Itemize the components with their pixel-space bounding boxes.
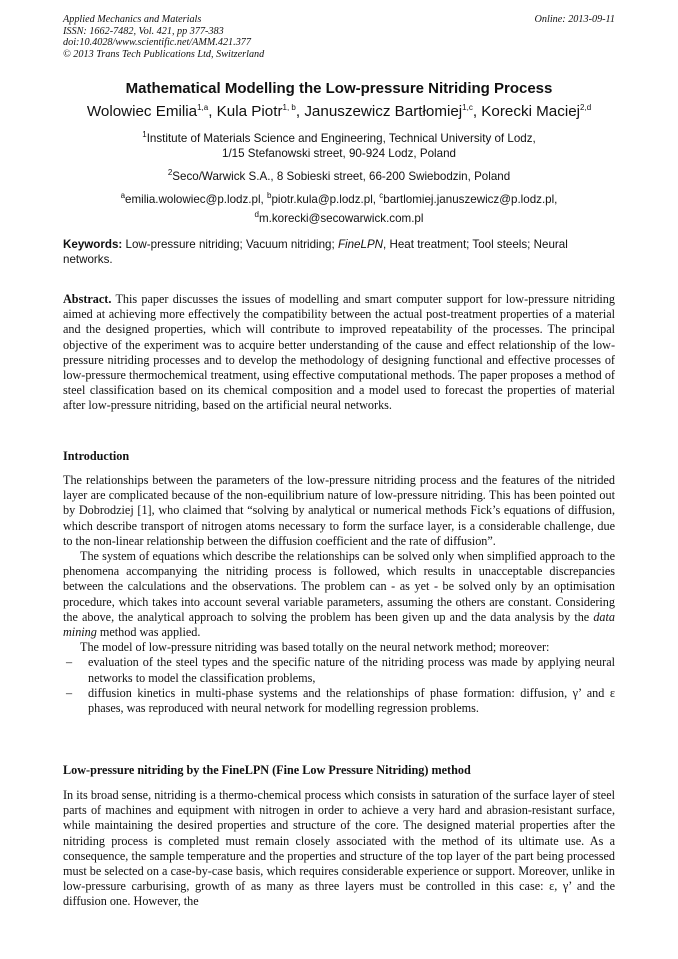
author-sup: 1,c <box>462 103 473 112</box>
paper-title: Mathematical Modelling the Low-pressure Nitriding Process <box>125 80 553 97</box>
introduction-body <box>63 473 615 716</box>
section-heading-introduction: Introduction <box>63 449 130 463</box>
section-heading-finelpn: Low-pressure nitriding by the FineLPN (Fine Low Pressure Nitriding) method <box>63 763 471 777</box>
email-link[interactable]: piotr.kula@p.lodz.pl, <box>271 192 377 206</box>
author-list: Wolowiec Emilia$^{1,a}$, Kula Piotr$^{1, b}$, Januszewicz Bartłomiej$^{1,c}$, Korecki Maciej$^{2,d}$ <box>86 103 592 121</box>
issn-line: ISSN: 1662-7482, Vol. 421, pp 377-383 <box>63 25 224 37</box>
affiliation-text: 1/15 Stefanowski street, 90-924 Lodz, Poland <box>222 146 456 160</box>
emphasis: data mining <box>63 609 615 640</box>
paragraph: The model of low-pressure nitriding was based totally on the neural network method; moreover: <box>80 640 550 655</box>
email-sup: a <box>120 191 126 200</box>
affiliation-2 <box>0 165 678 184</box>
list-item: – diffusion kinetics in multi-phase systems and the relationships of phase formation: diffusion, γ’ and ε phases, was reproduced with neural network for modelling regression problems. <box>66 685 615 716</box>
copyright-line: © 2013 Trans Tech Publications Ltd, Switzerland <box>63 48 265 60</box>
author-sup: 2,d <box>580 103 592 112</box>
affiliation-text: Institute of Materials Science and Engineering, Technical University of Lodz, <box>146 131 536 145</box>
abstract <box>63 292 615 414</box>
affiliation-1 <box>0 127 678 161</box>
author-name: Korecki Maciej <box>481 103 581 121</box>
dash-bullet: – <box>66 685 73 700</box>
keywords-text: Low-pressure nitriding; Vacuum nitriding; <box>122 238 338 251</box>
keywords-label: Keywords: <box>63 238 123 251</box>
keywords-italic: FineLPN <box>337 238 384 251</box>
abstract-text: This paper discusses the issues of modelling and smart computer support for low-pressure nitriding aimed at achieving more effectively the compatibility between the actual post-treatment properties of a material and the designed properties, which will contribute to improved repeatability of the processes. The principal objective of the experiment was to acquire better understanding of the cause and effect relationship of the low-pressure nitriding processes and to develop the methodology of designing functional and effective processes of low-pressure thermochemical treatment, using effective computational methods. The paper proposes a method of steel classification based on its chemical composition and a model used to forecast the properties of material after low-pressure nitriding, based on the artificial neural networks. <box>63 292 615 413</box>
author-name: Januszewicz Bartłomiej <box>304 103 463 121</box>
online-date: Online: 2013-09-11 <box>534 14 615 25</box>
email-sup: c <box>379 191 384 200</box>
email-link[interactable]: emilia.wolowiec@p.lodz.pl, <box>125 192 264 206</box>
affiliation-sup: 2 <box>167 168 173 177</box>
doi-line: doi:10.4028/www.scientific.net/AMM.421.377 <box>63 37 251 48</box>
section2-body <box>63 788 615 910</box>
email-list <box>0 188 678 226</box>
author-name: Wolowiec Emilia <box>86 103 198 121</box>
email-sup: b <box>266 191 272 200</box>
keywords <box>63 237 615 267</box>
email-link[interactable]: bartlomiej.januszewicz@p.lodz.pl, <box>383 192 558 206</box>
affiliation-text: Seco/Warwick S.A., 8 Sobieski street, 66-200 Swiebodzin, Poland <box>172 169 511 183</box>
running-header <box>63 14 615 60</box>
list-item: – evaluation of the steel types and the specific nature of the nitriding process was made by applying neural networks to model the classification problems, <box>66 655 615 685</box>
paragraph: The system of equations which describe the relationships can be solved only when simplified approach to the phenomena accompanying the nitriding process is followed, which results in unacceptable discrepancies between the calculations and the observations. The problem can - as yet - be solved only by an optimisation procedure, which takes into account several variable parameters, assuming the others are constant. Considering the above, the analytical approach to solving the problem has been given up and the data analysis by the data mining method was applied. <box>63 549 615 640</box>
journal-name: Applied Mechanics and Materials <box>63 14 202 25</box>
paragraph: The relationships between the parameters of the low-pressure nitriding process and the features of the nitrided layer are complicated because of the non-equilibrium nature of low-pressure nitriding. This has been pointed out by Dobrodziej [1], who claimed that “solving by analytical or numerical methods Fick’s equations of diffusion, which describe transport of nitrogen atoms necessary to form the surface layer, is a considerable challenge, due to the non-linear relationship between the diffusion coefficient and the rate of diffusion”. <box>63 473 615 548</box>
author-name: Kula Piotr <box>216 103 283 121</box>
email-sup: d <box>254 209 259 219</box>
bullet-list <box>63 655 615 716</box>
dash-bullet: – <box>66 655 73 670</box>
author-sup: 1, b <box>282 103 296 112</box>
keywords-text: , Heat treatment; Tool steels; Neural networks. <box>63 238 568 266</box>
author-sup: 1,a <box>197 103 209 112</box>
abstract-label: Abstract. <box>63 292 112 306</box>
email-link[interactable]: m.korecki@secowarwick.com.pl <box>259 211 424 225</box>
paragraph: In its broad sense, nitriding is a thermo-chemical process which consists in saturation of the surface layer of steel parts of machines and equipment with nitrogen in order to achieve a very hard and abrasion-resistant surface, while maintaining the desired properties and structure of the core. The designed material properties after the nitriding process is completed must remain closely associated with the method of its ultimate use. As a consequence, the sample temperature and the properties and structure of the top layer of the part being processed must be selected on a case-by-case basis, which requires considerable experience or support. Moreover, unlike in low-pressure carburising, growth of as many as three layers must be controlled in this case: ε, γ’ and the diffusion one. However, the <box>63 788 615 909</box>
affiliation-sup: 1 <box>142 130 147 139</box>
